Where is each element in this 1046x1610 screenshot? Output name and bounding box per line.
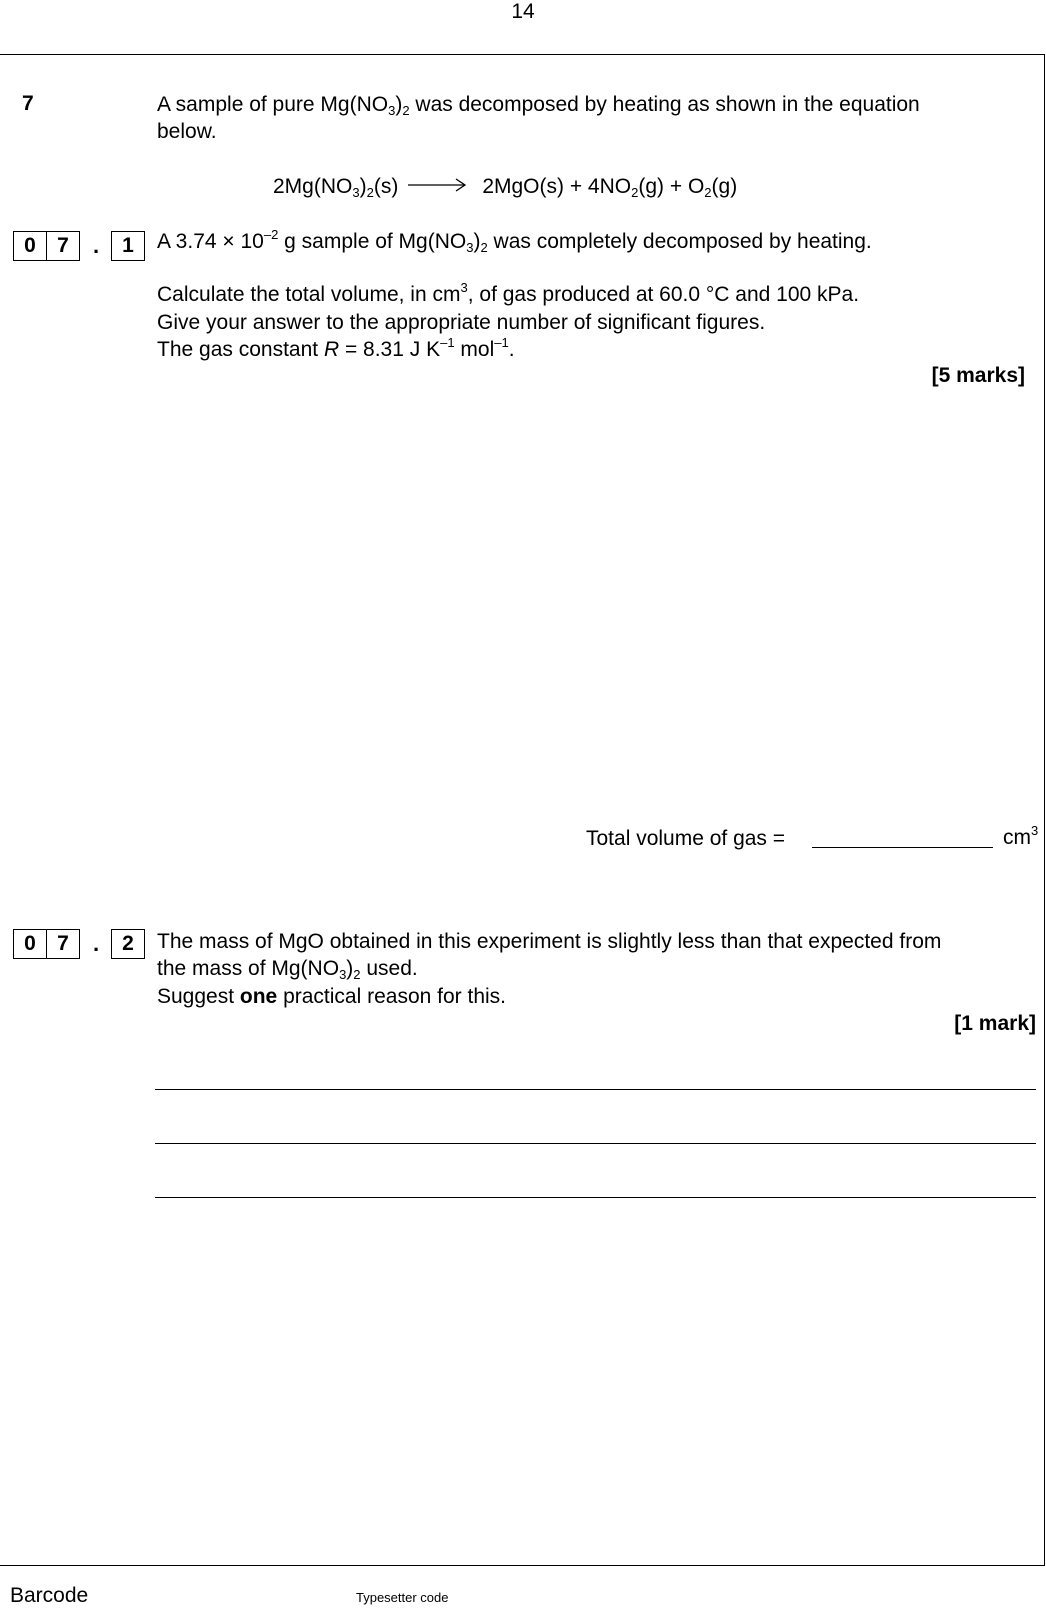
part2-digit-box-2: 2 [111,929,145,959]
part2-line3: Suggest one practical reason for this. [157,985,507,1008]
part1-digit-box-1: 1 [111,231,145,261]
part1-digit-box-0: 0 [13,231,47,261]
question-intro-line2: below. [157,120,217,143]
equation: $2Mg(NO_3)_2(s) 2MgO(s) + 4NO_2(g) + O_2(g)$ [273,175,738,200]
page-number: 14 [511,0,535,23]
reaction-arrow-icon [404,175,474,195]
part2-marks: [1 mark] [954,1012,1036,1035]
question-intro: A sample of pure $Mg(NO_3)_2$ was decomposed by heating as shown in the equation [157,93,920,118]
part1-separator: . [93,233,100,258]
part1-line4: The gas constant R = 8.31 J $K^{-1}$ mol$^{-1}$. [157,335,515,361]
answer-line-3[interactable] [155,1197,1036,1198]
answer-line-2[interactable] [155,1143,1036,1144]
part2-separator: . [93,931,100,956]
footer-typesetter-code: Typesetter code [356,1590,449,1605]
part2-digit-box-7: 7 [46,929,80,959]
part1-line3: Give your answer to the appropriate number of significant figures. [157,311,766,334]
answer-line-1[interactable] [155,1089,1036,1090]
answer-input-line[interactable] [812,847,993,848]
part2-digit-box-0: 0 [13,929,47,959]
part1-line1: A $3.74 \times 10^{-2}$ g sample of $Mg(NO_3)_2$ was completely decomposed by heating. [157,227,872,255]
footer-barcode: Barcode [10,1584,89,1607]
part2-line1: The mass of MgO obtained in this experiment is slightly less than that expected from [157,930,942,953]
part1-digit-box-7: 7 [46,231,80,261]
part1-line2: Calculate the total volume, in $cm^3$, of gas produced at 60.0 °C and 100 kPa. [157,280,860,306]
answer-unit: $cm^3$ [1003,823,1039,849]
answer-label: Total volume of gas = [586,827,786,850]
part2-line2: the mass of $Mg(NO_3)_2$ used. [157,957,418,982]
part1-marks: [5 marks] [931,364,1025,387]
question-number: 7 [22,92,34,115]
